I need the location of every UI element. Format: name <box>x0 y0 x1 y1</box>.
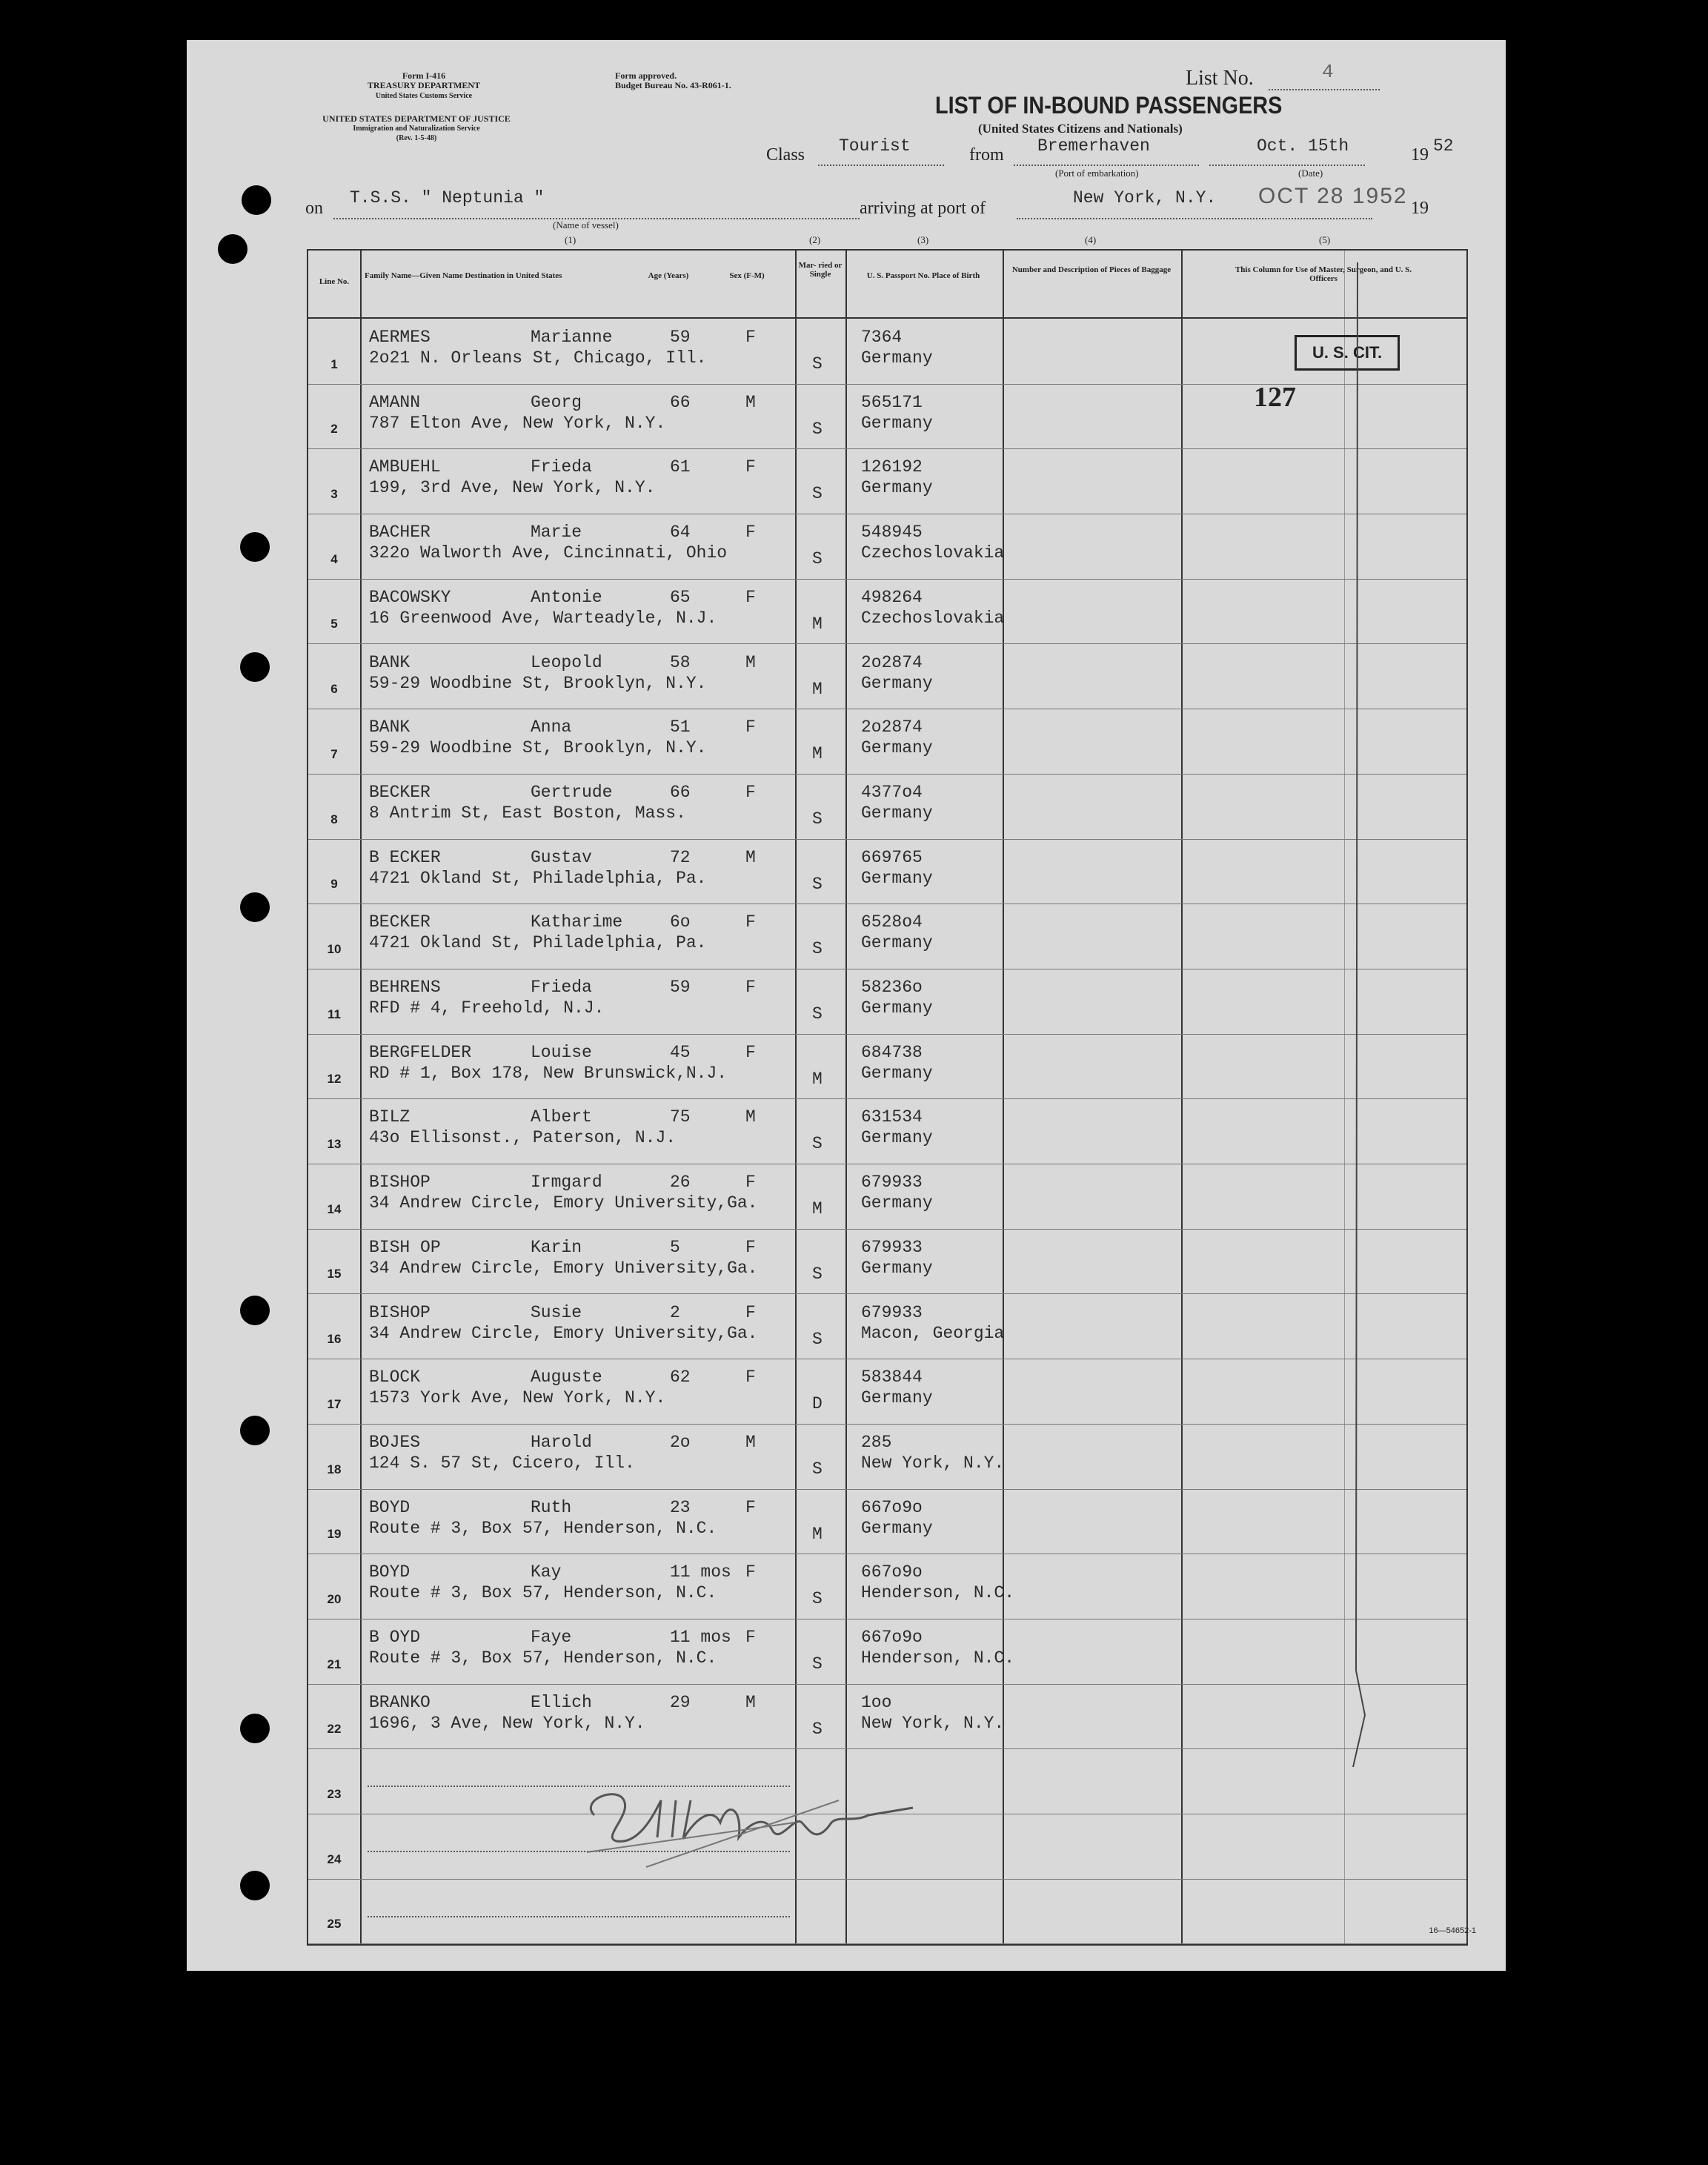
marital-status: M <box>812 679 823 699</box>
family-name: AMANN <box>369 392 421 412</box>
list-no-value: 4 <box>1322 61 1334 83</box>
vessel-name-value: T.S.S. " Neptunia " <box>350 188 545 208</box>
table-row <box>308 1489 1466 1554</box>
destination-address: RD # 1, Box 178, New Brunswick,N.J. <box>369 1063 728 1083</box>
sex: M <box>745 1692 756 1712</box>
sex: F <box>745 1562 756 1582</box>
given-name: Frieda <box>531 978 592 997</box>
destination-address: 59-29 Woodbine St, Brooklyn, N.Y. <box>369 673 707 693</box>
place-of-birth: New York, N.Y. <box>861 1713 1005 1733</box>
destination-address: Route # 3, Box 57, Henderson, N.C. <box>369 1518 717 1538</box>
sex: F <box>745 457 756 477</box>
line-number: 21 <box>327 1657 342 1671</box>
form-number: Form I-416 <box>402 70 446 81</box>
from-label: from <box>969 145 1004 165</box>
passport-number: 631534 <box>861 1107 923 1127</box>
sex: F <box>745 1302 756 1322</box>
family-name: BISH OP <box>369 1237 441 1257</box>
passport-number: 2o2874 <box>861 652 923 672</box>
table-row <box>308 1879 1466 1944</box>
marital-status: M <box>812 1069 823 1089</box>
place-of-birth: Henderson, N.C. <box>861 1583 1015 1603</box>
line-number: 17 <box>327 1396 342 1411</box>
approval-line-2: Budget Bureau No. 43-R061-1. <box>615 80 731 90</box>
family-name: BEHRENS <box>369 978 441 997</box>
form-number-block <box>357 71 491 101</box>
family-name: B OYD <box>369 1628 421 1647</box>
destination-address: Route # 3, Box 57, Henderson, N.C. <box>369 1583 717 1603</box>
sex: M <box>745 1107 756 1127</box>
line-number: 6 <box>330 682 338 697</box>
arrival-port-value: New York, N.Y. <box>1073 188 1217 208</box>
marital-status: S <box>812 1264 823 1284</box>
given-name: Susie <box>531 1302 582 1322</box>
place-of-birth: Germany <box>861 1258 933 1278</box>
date-year-prefix: 19 <box>1411 145 1429 165</box>
column-number-4: (4) <box>1085 234 1097 245</box>
table-row <box>308 904 1466 969</box>
doj-line-3: (Rev. 1-5-48) <box>396 134 437 142</box>
line-number: 12 <box>327 1072 342 1087</box>
doj-line-1: UNITED STATES DEPARTMENT OF JUSTICE <box>322 113 511 124</box>
destination-address: 8 Antrim St, East Boston, Mass. <box>369 803 686 823</box>
age: 29 <box>670 1692 691 1712</box>
table-row <box>308 1098 1466 1164</box>
passport-number: 679933 <box>861 1173 923 1193</box>
header-officers: This Column for Use of Master, Surgeon, and U. S. Officers <box>1235 265 1412 283</box>
given-name: Louise <box>531 1042 592 1062</box>
vessel-caption: (Name of vessel) <box>553 219 619 231</box>
header-name: Family Name—Given Name Destination in United States <box>365 271 562 280</box>
table-row <box>308 514 1466 579</box>
given-name: Katharime <box>531 912 623 932</box>
passport-number: 58236o <box>861 978 923 997</box>
age: 62 <box>670 1367 691 1387</box>
marital-status: M <box>812 614 823 634</box>
marital-status: M <box>812 1524 823 1544</box>
destination-address: 4721 Okland St, Philadelphia, Pa. <box>369 868 707 888</box>
given-name: Antonie <box>531 587 602 607</box>
age: 2 <box>670 1302 680 1322</box>
punch-hole <box>240 1714 270 1743</box>
marital-status: S <box>812 874 823 894</box>
passenger-list-sheet <box>187 40 1506 1971</box>
family-name: BACOWSKY <box>369 587 451 607</box>
marital-status: S <box>812 1654 823 1674</box>
destination-address: 43o Ellisonst., Paterson, N.J. <box>369 1128 677 1148</box>
destination-address: 34 Andrew Circle, Emory University,Ga. <box>369 1258 758 1278</box>
age: 23 <box>670 1497 691 1517</box>
line-number: 16 <box>327 1332 342 1347</box>
family-name: BECKER <box>369 912 431 932</box>
marital-status: M <box>812 1199 823 1219</box>
line-number: 23 <box>327 1787 342 1802</box>
line-number: 13 <box>327 1137 342 1152</box>
date-caption: (Date) <box>1298 168 1323 179</box>
blank-entry-line <box>368 1916 790 1917</box>
age: 2o <box>670 1432 691 1452</box>
passport-number: 2o2874 <box>861 717 923 737</box>
header-line-no: Line No. <box>319 277 350 286</box>
age: 59 <box>670 328 691 347</box>
given-name: Leopold <box>531 652 602 672</box>
destination-address: 199, 3rd Ave, New York, N.Y. <box>369 478 656 498</box>
family-name: BECKER <box>369 782 431 802</box>
passport-number: 684738 <box>861 1042 923 1062</box>
approval-line-1: Form approved. <box>615 70 677 81</box>
place-of-birth: Czechoslovakia <box>861 608 1005 628</box>
passport-number: 565171 <box>861 392 923 412</box>
header-passport: U. S. Passport No. Place of Birth <box>866 271 980 280</box>
passenger-table <box>307 249 1468 1946</box>
sex: F <box>745 328 756 347</box>
table-row <box>308 969 1466 1034</box>
officer-column-pencil-line <box>1343 262 1372 1804</box>
destination-address: 16 Greenwood Ave, Warteadyle, N.J. <box>369 608 717 628</box>
destination-address: 124 S. 57 St, Cicero, Ill. <box>369 1453 635 1473</box>
list-no-underline <box>1269 89 1380 90</box>
date-underline <box>1209 165 1365 166</box>
given-name: Marianne <box>531 328 613 347</box>
age: 66 <box>670 782 691 802</box>
port-embarkation-caption: (Port of embarkation) <box>1055 168 1139 179</box>
sex: M <box>745 392 756 412</box>
passport-number: 669765 <box>861 847 923 867</box>
arrival-year-prefix: 19 <box>1411 199 1429 218</box>
doj-block <box>298 114 535 143</box>
destination-address: 2o21 N. Orleans St, Chicago, Ill. <box>369 348 707 368</box>
table-row <box>308 1619 1466 1684</box>
officer-signature <box>572 1771 928 1874</box>
sex: F <box>745 587 756 607</box>
place-of-birth: Germany <box>861 413 933 433</box>
sex: M <box>745 1432 756 1452</box>
age: 61 <box>670 457 691 477</box>
family-name: AMBUEHL <box>369 457 441 477</box>
given-name: Albert <box>531 1107 592 1127</box>
column-number-2: (2) <box>809 234 821 245</box>
sex: F <box>745 1237 756 1257</box>
table-row <box>308 1554 1466 1619</box>
family-name: BISHOP <box>369 1302 431 1322</box>
punch-hole <box>240 1416 270 1445</box>
destination-address: 34 Andrew Circle, Emory University,Ga. <box>369 1193 758 1213</box>
arriving-label: arriving at port of <box>860 199 986 218</box>
passport-number: 548945 <box>861 523 923 543</box>
line-number: 14 <box>327 1201 342 1216</box>
table-row <box>308 319 1466 384</box>
family-name: BANK <box>369 652 411 672</box>
place-of-birth: Germany <box>861 1063 933 1083</box>
marital-status: S <box>812 549 823 569</box>
age: 66 <box>670 392 691 412</box>
page-subtitle: (United States Citizens and Nationals) <box>978 122 1183 136</box>
destination-address: Route # 3, Box 57, Henderson, N.C. <box>369 1648 717 1668</box>
class-value: Tourist <box>839 136 911 156</box>
table-row <box>308 644 1466 709</box>
punch-hole <box>240 652 270 682</box>
header-married: Mar- ried or Single <box>798 261 843 279</box>
marital-status: S <box>812 1459 823 1479</box>
on-label: on <box>305 199 323 218</box>
family-name: BISHOP <box>369 1173 431 1193</box>
given-name: Auguste <box>531 1367 602 1387</box>
sex: F <box>745 1367 756 1387</box>
line-number: 4 <box>330 551 338 566</box>
marital-status: S <box>812 1134 823 1154</box>
sex: F <box>745 1042 756 1062</box>
given-name: Irmgard <box>531 1173 602 1193</box>
line-number: 1 <box>330 357 338 371</box>
age: 58 <box>670 652 691 672</box>
destination-address: 322o Walworth Ave, Cincinnati, Ohio <box>369 543 728 563</box>
page-title: LIST OF IN-BOUND PASSENGERS <box>935 92 1283 119</box>
sex: F <box>745 782 756 802</box>
us-citizen-stamp: U. S. CIT. <box>1295 335 1400 371</box>
marital-status: S <box>812 484 823 504</box>
list-no-label: List No. <box>1186 67 1254 90</box>
place-of-birth: Germany <box>861 933 933 953</box>
punch-hole <box>242 185 271 215</box>
marital-status: S <box>812 939 823 959</box>
given-name: Harold <box>531 1432 592 1452</box>
line-number: 9 <box>330 877 338 892</box>
line-number: 7 <box>330 746 338 761</box>
table-row <box>308 579 1466 644</box>
marital-status: D <box>812 1394 823 1414</box>
approval-block <box>615 71 763 90</box>
class-label: Class <box>766 145 805 165</box>
place-of-birth: New York, N.Y. <box>861 1453 1005 1473</box>
column-number-1: (1) <box>565 234 576 245</box>
given-name: Marie <box>531 523 582 543</box>
line-number: 10 <box>327 941 342 956</box>
class-underline <box>818 165 944 166</box>
line-number: 19 <box>327 1527 342 1542</box>
line-number: 5 <box>330 617 338 631</box>
passport-number: 667o9o <box>861 1562 923 1582</box>
marital-status: S <box>812 354 823 374</box>
line-number: 15 <box>327 1267 342 1282</box>
place-of-birth: Germany <box>861 478 933 498</box>
table-row <box>308 1684 1466 1749</box>
given-name: Anna <box>531 717 572 737</box>
header-sex: Sex (F-M) <box>729 271 765 280</box>
family-name: BRANKO <box>369 1692 431 1712</box>
age: 65 <box>670 587 691 607</box>
sex: F <box>745 912 756 932</box>
marital-status: S <box>812 1329 823 1349</box>
family-name: AERMES <box>369 328 431 347</box>
marital-status: S <box>812 419 823 439</box>
table-row <box>308 1359 1466 1424</box>
line-number: 2 <box>330 422 338 437</box>
table-row <box>308 1229 1466 1294</box>
place-of-birth: Macon, Georgia <box>861 1323 1005 1343</box>
line-number: 11 <box>328 1007 341 1021</box>
arrival-port-underline <box>1017 218 1372 219</box>
punch-hole <box>218 234 247 264</box>
marital-status: S <box>812 1589 823 1609</box>
place-of-birth: Germany <box>861 673 933 693</box>
passenger-count: 127 <box>1254 382 1296 413</box>
punch-hole <box>240 1871 270 1900</box>
passport-number: 667o9o <box>861 1628 923 1647</box>
marital-status: S <box>812 1004 823 1024</box>
passport-number: 498264 <box>861 587 923 607</box>
age: 11 mos <box>670 1628 731 1647</box>
given-name: Georg <box>531 392 582 412</box>
date-year-value: 52 <box>1433 136 1454 156</box>
passport-number: 4377o4 <box>861 782 923 802</box>
line-number: 8 <box>330 812 338 826</box>
family-name: BOYD <box>369 1562 411 1582</box>
passport-number: 126192 <box>861 457 923 477</box>
from-underline <box>1014 165 1199 166</box>
family-name: BANK <box>369 717 411 737</box>
age: 26 <box>670 1173 691 1193</box>
given-name: Karin <box>531 1237 582 1257</box>
punch-hole <box>240 1296 270 1325</box>
header-age: Age (Years) <box>648 271 689 280</box>
given-name: Faye <box>531 1628 572 1647</box>
place-of-birth: Germany <box>861 998 933 1018</box>
column-number-5: (5) <box>1319 234 1331 245</box>
age: 51 <box>670 717 691 737</box>
age: 64 <box>670 523 691 543</box>
sex: M <box>745 847 756 867</box>
given-name: Gertrude <box>531 782 613 802</box>
passport-number: 7364 <box>861 328 903 347</box>
departure-date-value: Oct. 15th <box>1257 136 1349 156</box>
arrival-date-stamp: OCT 28 1952 <box>1258 184 1408 208</box>
age: 75 <box>670 1107 691 1127</box>
place-of-birth: Germany <box>861 348 933 368</box>
sex: F <box>745 1628 756 1647</box>
destination-address: 34 Andrew Circle, Emory University,Ga. <box>369 1323 758 1343</box>
place-of-birth: Germany <box>861 738 933 758</box>
place-of-birth: Germany <box>861 1193 933 1213</box>
age: 72 <box>670 847 691 867</box>
line-number: 24 <box>327 1851 342 1866</box>
destination-address: 1573 York Ave, New York, N.Y. <box>369 1388 666 1408</box>
given-name: Ellich <box>531 1692 592 1712</box>
sex: F <box>745 978 756 997</box>
sex: F <box>745 523 756 543</box>
sex: M <box>745 652 756 672</box>
table-row <box>308 1034 1466 1099</box>
family-name: BACHER <box>369 523 431 543</box>
marital-status: S <box>812 1719 823 1739</box>
sex: F <box>745 1497 756 1517</box>
passport-number: 285 <box>861 1432 892 1452</box>
line-number: 25 <box>327 1917 342 1932</box>
sex: F <box>745 1173 756 1193</box>
passport-number: 667o9o <box>861 1497 923 1517</box>
doj-line-2: Immigration and Naturalization Service <box>353 125 480 133</box>
given-name: Frieda <box>531 457 592 477</box>
table-row <box>308 774 1466 839</box>
sex: F <box>745 717 756 737</box>
place-of-birth: Germany <box>861 868 933 888</box>
place-of-birth: Henderson, N.C. <box>861 1648 1015 1668</box>
family-name: BERGFELDER <box>369 1042 472 1062</box>
place-of-birth: Germany <box>861 1128 933 1148</box>
age: 5 <box>670 1237 680 1257</box>
age: 45 <box>670 1042 691 1062</box>
place-of-birth: Czechoslovakia <box>861 543 1005 563</box>
destination-address: 787 Elton Ave, New York, N.Y. <box>369 413 666 433</box>
table-row <box>308 448 1466 514</box>
line-number: 18 <box>327 1462 342 1476</box>
given-name: Gustav <box>531 847 592 867</box>
family-name: B ECKER <box>369 847 441 867</box>
family-name: BLOCK <box>369 1367 421 1387</box>
family-name: BOYD <box>369 1497 411 1517</box>
age: 59 <box>670 978 691 997</box>
passport-number: 6528o4 <box>861 912 923 932</box>
table-row <box>308 709 1466 774</box>
form-print-code: 16—54652-1 <box>1429 1926 1476 1935</box>
punch-hole <box>240 532 270 562</box>
destination-address: 4721 Okland St, Philadelphia, Pa. <box>369 933 707 953</box>
age: 6o <box>670 912 691 932</box>
dept-line-1: TREASURY DEPARTMENT <box>367 80 481 90</box>
marital-status: M <box>812 744 823 764</box>
given-name: Ruth <box>531 1497 572 1517</box>
family-name: BOJES <box>369 1432 421 1452</box>
destination-address: 1696, 3 Ave, New York, N.Y. <box>369 1713 645 1733</box>
passport-number: 583844 <box>861 1367 923 1387</box>
header-baggage: Number and Description of Pieces of Baggage <box>1011 265 1172 274</box>
row-divider <box>308 1943 1466 1944</box>
age: 11 mos <box>670 1562 731 1582</box>
dept-line-2: United States Customs Service <box>375 92 473 100</box>
destination-address: 59-29 Woodbine St, Brooklyn, N.Y. <box>369 738 707 758</box>
column-number-3: (3) <box>917 234 929 245</box>
place-of-birth: Germany <box>861 1518 933 1538</box>
passport-number: 679933 <box>861 1237 923 1257</box>
family-name: BILZ <box>369 1107 411 1127</box>
punch-hole <box>240 892 270 922</box>
line-number: 22 <box>327 1722 342 1737</box>
passport-number: 1oo <box>861 1692 892 1712</box>
passport-number: 679933 <box>861 1302 923 1322</box>
table-row <box>308 839 1466 904</box>
destination-address: RFD # 4, Freehold, N.J. <box>369 998 605 1018</box>
port-embarkation-value: Bremerhaven <box>1037 136 1150 156</box>
table-row <box>308 1164 1466 1229</box>
place-of-birth: Germany <box>861 803 933 823</box>
given-name: Kay <box>531 1562 562 1582</box>
place-of-birth: Germany <box>861 1388 933 1408</box>
table-row <box>308 1294 1466 1359</box>
marital-status: S <box>812 809 823 829</box>
line-number: 3 <box>330 487 338 502</box>
table-row <box>308 1424 1466 1489</box>
line-number: 20 <box>327 1591 342 1606</box>
